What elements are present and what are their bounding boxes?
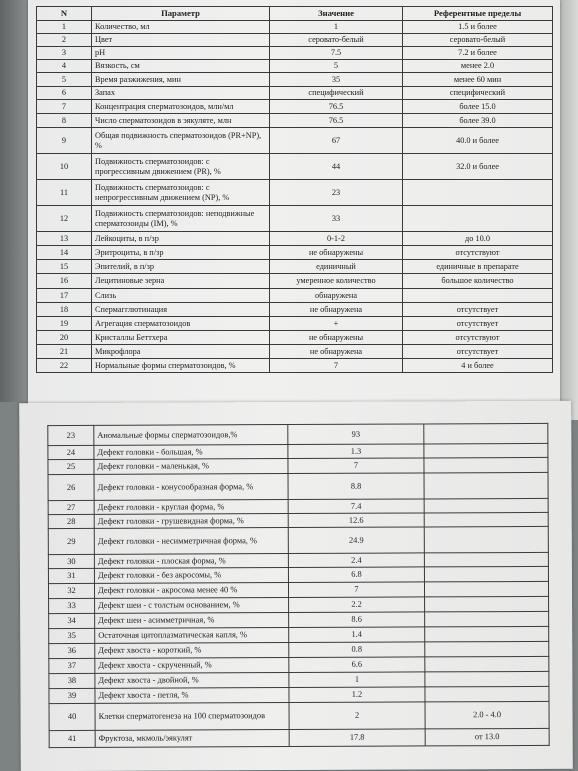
parameter-value: не обнаружена xyxy=(270,303,403,317)
reference-range xyxy=(425,641,549,657)
parameter-name: Дефект головки - круглая форма, % xyxy=(94,500,288,515)
background-right xyxy=(560,0,578,420)
parameter-value: 7 xyxy=(270,359,403,373)
row-number: 39 xyxy=(49,688,95,703)
parameter-value: специфический xyxy=(270,87,403,100)
parameter-name: Аномальные формы сперматозоидов,% xyxy=(94,425,288,446)
parameter-value: умеренное количество xyxy=(270,274,403,289)
results-table-2 xyxy=(47,423,549,748)
header-value: Значение xyxy=(270,7,403,21)
parameter-value: 7 xyxy=(288,582,424,598)
row-number: 21 xyxy=(37,345,92,359)
parameter-name: Время разжижения, мин xyxy=(92,73,270,87)
parameter-value: 8.6 xyxy=(289,612,425,628)
parameter-name: Дефект головки - акросома менее 40 % xyxy=(94,583,288,599)
row-number: 32 xyxy=(48,583,94,598)
reference-range: менее 60 мин xyxy=(403,73,553,87)
parameter-value: 7.5 xyxy=(270,47,403,60)
parameter-name: Микрофлора xyxy=(92,345,270,359)
parameter-name: Запах xyxy=(92,87,270,100)
parameter-name: Агрегация сперматозоидов xyxy=(92,317,270,331)
parameter-value: 35 xyxy=(270,73,403,87)
table-row xyxy=(48,526,548,554)
parameter-value: не обнаружена xyxy=(270,345,403,359)
header-param: Параметр xyxy=(92,7,270,21)
parameter-value: 7 xyxy=(288,458,424,474)
row-number: 16 xyxy=(37,274,92,289)
parameter-name: Дефект головки - конусообразная форма, % xyxy=(94,474,288,501)
row-number: 10 xyxy=(37,154,92,180)
table-row xyxy=(37,73,553,87)
reference-range: большое количество xyxy=(403,274,553,289)
parameter-name: Цвет xyxy=(92,34,270,47)
row-number: 29 xyxy=(48,528,94,554)
row-number: 1 xyxy=(37,21,92,34)
table-header xyxy=(37,7,553,21)
table-row xyxy=(37,232,553,246)
table-row xyxy=(37,114,553,128)
table-row xyxy=(37,100,553,114)
row-number: 7 xyxy=(37,100,92,114)
reference-range: серовато-белый xyxy=(403,34,553,47)
reference-range: более 39.0 xyxy=(403,114,553,128)
row-number: 22 xyxy=(37,359,92,373)
parameter-value: 1 xyxy=(270,21,403,34)
reference-range: 40.0 и более xyxy=(403,128,553,154)
parameter-name: Дефект хвоста - петля, % xyxy=(95,688,289,704)
results-body-1 xyxy=(37,21,553,373)
row-number: 35 xyxy=(49,628,95,643)
parameter-name: Фруктоза, мкмоль/эякулят xyxy=(95,730,289,748)
parameter-value: + xyxy=(270,317,403,331)
reference-range: менее 2.0 xyxy=(403,60,553,73)
parameter-name: Дефект шеи - с толстым основанием, % xyxy=(95,598,289,614)
parameter-value: 44 xyxy=(270,154,403,180)
parameter-value: не обнаружены xyxy=(270,331,403,345)
row-number: 41 xyxy=(49,730,95,747)
row-number: 14 xyxy=(37,246,92,260)
row-number: 27 xyxy=(48,500,94,514)
reference-range xyxy=(425,686,549,702)
background-left xyxy=(0,0,28,402)
report-page-1 xyxy=(28,0,560,420)
parameter-name: Слизь xyxy=(92,289,270,303)
reference-range xyxy=(403,180,553,206)
row-number: 9 xyxy=(37,128,92,154)
reference-range xyxy=(424,472,548,499)
row-number: 15 xyxy=(37,260,92,274)
parameter-name: Остаточная цитоплазматическая капля, % xyxy=(95,628,289,644)
parameter-name: Дефект шеи - асимметричная, % xyxy=(95,613,289,629)
row-number: 8 xyxy=(37,114,92,128)
parameter-value: 76.5 xyxy=(270,114,403,128)
row-number: 4 xyxy=(37,60,92,73)
reference-range: единичные в препарате xyxy=(403,260,553,274)
row-number: 12 xyxy=(37,206,92,232)
report-page-2 xyxy=(19,401,573,771)
row-number: 18 xyxy=(37,303,92,317)
table-row xyxy=(37,47,553,60)
parameter-name: Дефект хвоста - скрученный, % xyxy=(95,658,289,674)
row-number: 38 xyxy=(49,673,95,688)
parameter-value: 6.6 xyxy=(289,657,425,673)
reference-range: 1.5 и более xyxy=(403,21,553,34)
parameter-value: не обнаружены xyxy=(270,246,403,260)
parameter-value: 8.8 xyxy=(288,473,424,500)
row-number: 25 xyxy=(48,459,94,474)
reference-range xyxy=(425,656,549,672)
parameter-value: 67 xyxy=(270,128,403,154)
parameter-value: обнаружена xyxy=(270,289,403,303)
parameter-name: Дефект хвоста - короткий, % xyxy=(95,643,289,659)
reference-range: от 13.0 xyxy=(425,728,549,746)
parameter-value: 23 xyxy=(270,180,403,206)
row-number: 23 xyxy=(48,425,94,445)
reference-range xyxy=(424,423,548,444)
parameter-name: Подвижность сперматозоидов: неподвижные сперматозоиды (IM), % xyxy=(92,206,270,232)
parameter-value: 0-1-2 xyxy=(270,232,403,246)
parameter-value: 1.2 xyxy=(289,687,425,703)
reference-range: отсутствуют xyxy=(403,246,553,260)
parameter-name: Нормальные формы сперматозоидов, % xyxy=(92,359,270,373)
parameter-value: 12.6 xyxy=(288,513,424,528)
reference-range xyxy=(424,498,548,513)
table-row xyxy=(37,303,553,317)
parameter-value: 1 xyxy=(289,672,425,688)
reference-range: до 10.0 xyxy=(403,232,553,246)
table-row xyxy=(37,87,553,100)
row-number: 26 xyxy=(48,474,94,500)
reference-range: отсутствует xyxy=(403,317,553,331)
parameter-name: Общая подвижность сперматозоидов (PR+NP), % xyxy=(92,128,270,154)
parameter-name: Вязкость, см xyxy=(92,60,270,73)
table-row xyxy=(37,180,553,206)
table-row xyxy=(37,206,553,232)
table-row xyxy=(37,274,553,289)
table-row xyxy=(37,331,553,345)
table-row xyxy=(37,21,553,34)
table-row xyxy=(48,472,548,500)
reference-range: 7.2 и более xyxy=(403,47,553,60)
row-number: 28 xyxy=(48,514,94,528)
row-number: 36 xyxy=(49,643,95,658)
parameter-name: Эритроциты, в п/зр xyxy=(92,246,270,260)
table-row xyxy=(49,701,549,730)
parameter-name: Дефект головки - без акросомы, % xyxy=(94,568,288,584)
table-row xyxy=(37,34,553,47)
parameter-value: 0.8 xyxy=(289,642,425,658)
parameter-value: 24.9 xyxy=(288,527,424,554)
reference-range xyxy=(424,566,548,582)
header-ref: Референтные пределы xyxy=(403,7,553,21)
reference-range xyxy=(424,581,548,597)
results-table-1 xyxy=(36,6,553,373)
table-row xyxy=(49,728,549,747)
reference-range: отсутствует xyxy=(403,345,553,359)
parameter-name: Количество, мл xyxy=(92,21,270,34)
row-number: 40 xyxy=(49,703,95,730)
row-number: 34 xyxy=(49,613,95,628)
table-row xyxy=(48,423,548,445)
parameter-name: Подвижность сперматозоидов: с прогрессивным движением (PR), % xyxy=(92,154,270,180)
table-row xyxy=(37,154,553,180)
row-number: 17 xyxy=(37,289,92,303)
table-row xyxy=(37,345,553,359)
parameter-name: Концентрация сперматозоидов, млн/мл xyxy=(92,100,270,114)
reference-range: 4 и более xyxy=(403,359,553,373)
parameter-value: 17.8 xyxy=(289,729,425,747)
reference-range xyxy=(424,512,548,527)
results-body-2 xyxy=(48,423,549,747)
parameter-name: Лейкоциты, в п/зр xyxy=(92,232,270,246)
parameter-value: 2.2 xyxy=(289,597,425,613)
parameter-value: 7.4 xyxy=(288,499,424,514)
reference-range xyxy=(424,526,548,553)
reference-range: 2.0 - 4.0 xyxy=(425,701,549,729)
row-number: 24 xyxy=(48,445,94,459)
reference-range xyxy=(403,206,553,232)
parameter-name: pH xyxy=(92,47,270,60)
reference-range xyxy=(424,457,548,473)
parameter-value: 5 xyxy=(270,60,403,73)
reference-range: более 15.0 xyxy=(403,100,553,114)
reference-range xyxy=(425,596,549,612)
table-row xyxy=(37,60,553,73)
parameter-name: Дефект головки - плоская форма, % xyxy=(94,554,288,569)
parameter-name: Дефект головки - большая, % xyxy=(94,445,288,460)
table-row xyxy=(37,359,553,373)
parameter-name: Подвижность сперматозоидов: с непрогрессивным движением (NP), % xyxy=(92,180,270,206)
parameter-name: Дефект хвоста - двойной, % xyxy=(95,673,289,689)
reference-range xyxy=(424,443,548,458)
reference-range: специфический xyxy=(403,87,553,100)
table-row xyxy=(37,260,553,274)
row-number: 31 xyxy=(48,568,94,583)
table-row xyxy=(37,246,553,260)
parameter-value: 1.4 xyxy=(289,627,425,643)
parameter-value: 33 xyxy=(270,206,403,232)
reference-range xyxy=(425,611,549,627)
row-number: 33 xyxy=(49,598,95,613)
reference-range xyxy=(403,289,553,303)
row-number: 19 xyxy=(37,317,92,331)
row-number: 30 xyxy=(48,554,94,568)
parameter-name: Лецитиновые зерна xyxy=(92,274,270,289)
parameter-value: 76.5 xyxy=(270,100,403,114)
row-number: 2 xyxy=(37,34,92,47)
table-row xyxy=(37,317,553,331)
parameter-value: 6.8 xyxy=(288,567,424,583)
row-number: 13 xyxy=(37,232,92,246)
parameter-value: 2 xyxy=(289,702,425,730)
parameter-name: Дефект головки - грушевидная форма, % xyxy=(94,514,288,529)
header-n: N xyxy=(37,7,92,21)
parameter-value: единичный xyxy=(270,260,403,274)
parameter-name: Спермагглютинация xyxy=(92,303,270,317)
parameter-value: 93 xyxy=(288,424,424,445)
reference-range xyxy=(425,626,549,642)
row-number: 20 xyxy=(37,331,92,345)
table-row xyxy=(37,289,553,303)
row-number: 37 xyxy=(49,658,95,673)
parameter-name: Клетки сперматогенеза на 100 сперматозоидов xyxy=(95,703,289,731)
table-row xyxy=(37,128,553,154)
parameter-value: 1.3 xyxy=(288,444,424,459)
reference-range: отсутствует xyxy=(403,303,553,317)
parameter-name: Дефект головки - несимметричная форма, % xyxy=(94,528,288,555)
parameter-value: 2.4 xyxy=(288,553,424,568)
parameter-name: Кристаллы Беттхера xyxy=(92,331,270,345)
row-number: 3 xyxy=(37,47,92,60)
reference-range xyxy=(424,552,548,567)
parameter-name: Дефект головки - маленькая, % xyxy=(94,459,288,475)
row-number: 6 xyxy=(37,87,92,100)
row-number: 11 xyxy=(37,180,92,206)
parameter-value: серовато-белый xyxy=(270,34,403,47)
parameter-name: Число сперматозоидов в эякуляте, млн xyxy=(92,114,270,128)
reference-range: 32.0 и более xyxy=(403,154,553,180)
parameter-name: Эпителий, в п/зр xyxy=(92,260,270,274)
reference-range: отсутствуют xyxy=(403,331,553,345)
reference-range xyxy=(425,671,549,687)
row-number: 5 xyxy=(37,73,92,87)
